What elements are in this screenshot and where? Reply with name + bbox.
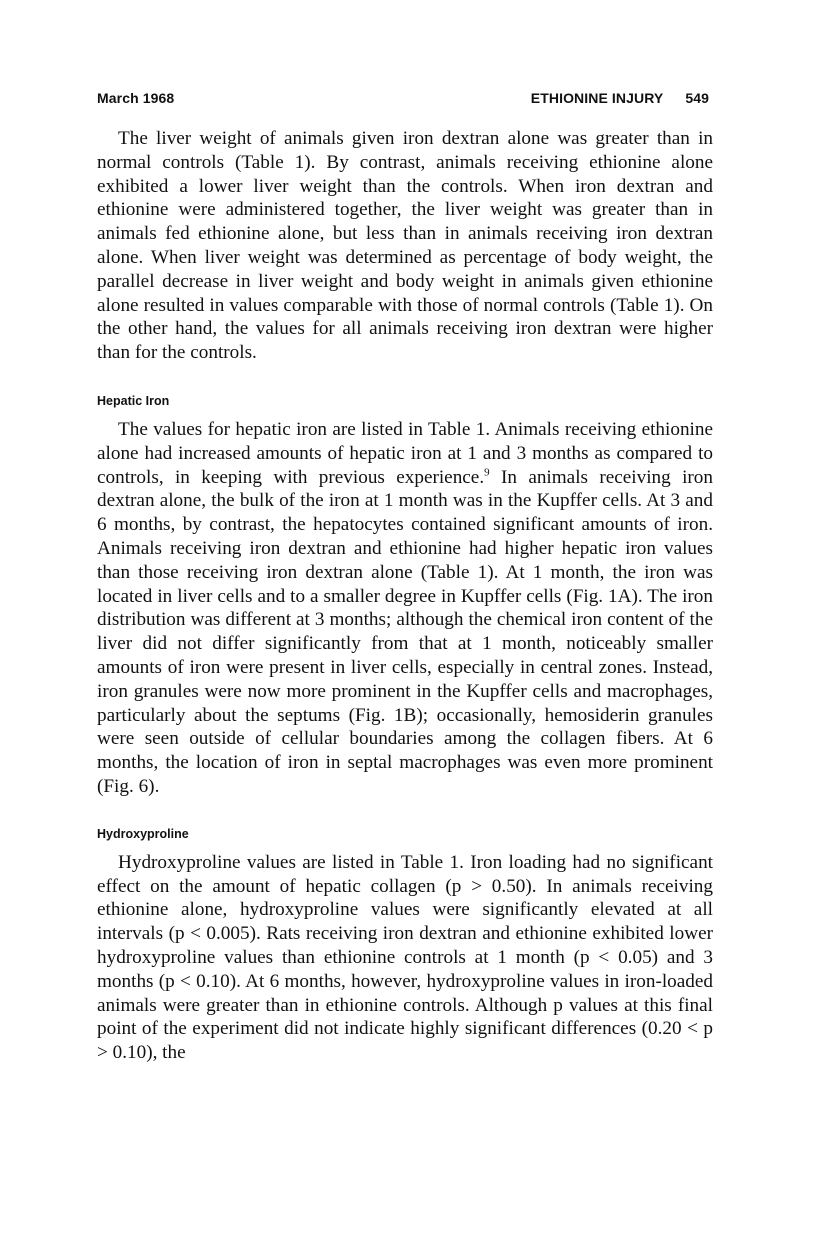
hepatic-iron-text-part-1: The values for hepatic iron are listed in Table 1. Animals receiving ethionine alone had increased amounts of hepatic iron at 1 and 3 months as compared to controls, in keeping with previous experience. bbox=[97, 418, 713, 488]
page-number: 549 bbox=[685, 90, 709, 106]
section-heading-hepatic-iron: Hepatic Iron bbox=[97, 393, 170, 408]
article-body bbox=[97, 127, 713, 1065]
issue-date: March 1968 bbox=[97, 90, 175, 106]
article-short-title: ETHIONINE INJURY bbox=[530, 90, 664, 106]
section-heading-hydroxyproline: Hydroxyproline bbox=[97, 826, 189, 841]
paragraph-hepatic-iron bbox=[97, 418, 713, 799]
paragraph-liver-weight: The liver weight of animals given iron dextran alone was greater than in normal controls (Table 1). By contrast, animals receiving ethionine alone exhibited a lower liver weight than the controls. When iron dextran and ethionine were administered together, the liver weight was greater than in animals fed ethionine alone, but less than in animals receiving iron dextran alone. When liver weight was determined as percentage of body weight, the parallel decrease in liver weight and body weight in animals given ethionine alone resulted in values comparable with those of normal controls (Table 1). On the other hand, the values for all animals receiving iron dextran were higher than for the controls. bbox=[97, 128, 713, 364]
running-head bbox=[97, 90, 709, 112]
hepatic-iron-text-part-2: In animals receiving iron dextran alone, the bulk of the iron at 1 month was in the Kupffer cells. At 3 and 6 months, by contrast, the hepatocytes contained significant amounts of iron. Animals receiving iron dextran and ethionine had higher hepatic iron values than those receiving iron dextran alone (Table 1). At 1 month, the iron was located in liver cells and to a smaller degree in Kupffer cells (Fig. 1A). The iron distribution was different at 3 months; although the chemical iron content of the liver did not differ significantly from that at 1 month, noticeably smaller amounts of iron were present in liver cells, especially in central zones. Instead, iron granules were now more prominent in the Kupffer cells and macrophages, particularly about the septums (Fig. 1B); occasionally, hemosiderin granules were seen outside of cellular boundaries among the collagen fibers. At 6 months, the location of iron in septal macrophages was even more prominent (Fig. 6). bbox=[97, 466, 713, 797]
paragraph-hydroxyproline: Hydroxyproline values are listed in Table 1. Iron loading had no significant effect on the amount of hepatic collagen (p > 0.50). In animals receiving ethionine alone, hydroxyproline values were significantly elevated at all intervals (p < 0.005). Rats receiving iron dextran and ethionine exhibited lower hydroxyproline values than ethionine controls at 1 month (p < 0.05) and 3 months (p < 0.10). At 6 months, however, hydroxyproline values in iron-loaded animals were greater than in ethionine controls. Although p values at this final point of the experiment did not indicate highly significant differences (0.20 < p > 0.10), the bbox=[97, 851, 713, 1064]
reference-superscript: 9 bbox=[484, 466, 490, 479]
running-head-right bbox=[531, 90, 709, 106]
